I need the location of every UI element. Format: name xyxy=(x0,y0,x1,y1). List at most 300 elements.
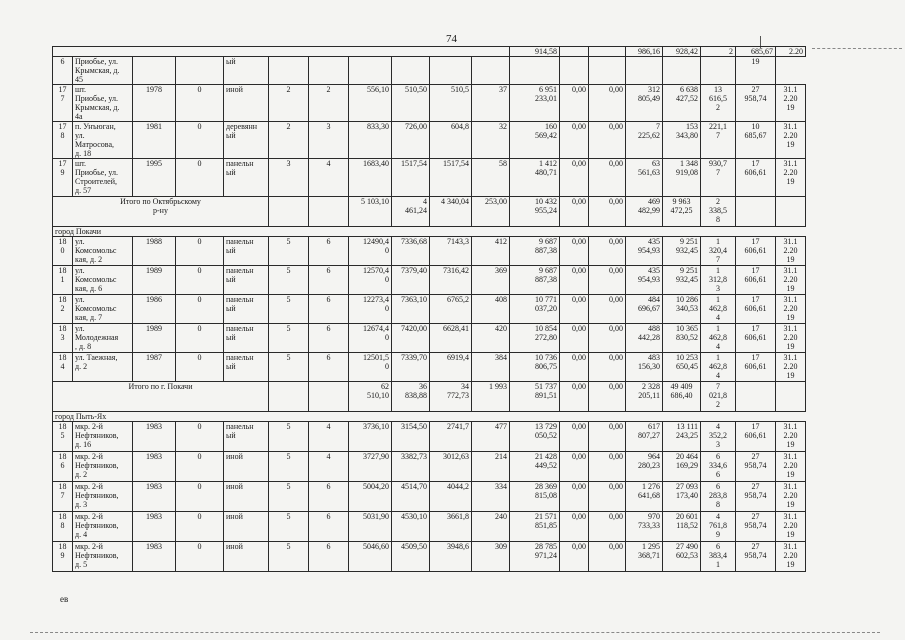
residential-area-cell: 3012,63 xyxy=(430,452,472,482)
address-cell: мкр. 2-й Нефтяников, д. 3 xyxy=(73,482,133,512)
entrances-cell xyxy=(309,57,349,85)
residents-cell: 384 xyxy=(472,353,510,382)
cost-per-sqm-cell xyxy=(701,57,736,85)
cost-total-cell: 28 369 815,08 xyxy=(510,482,560,512)
address-cell: ул. Молодежная , д. 8 xyxy=(73,324,133,353)
address-cell: ул. Комсомольс кая, д. 7 xyxy=(73,295,133,324)
cost-per-sqm-cell: 1 462,8 4 xyxy=(701,295,736,324)
address-cell: мкр. 2-й Нефтяников, д. 4 xyxy=(73,512,133,542)
living-area-cell: 4509,50 xyxy=(392,542,430,572)
cost-owners-cell: 7 225,62 xyxy=(626,122,663,159)
residential-area-cell: 6628,41 xyxy=(430,324,472,353)
year-built-cell: 1981 xyxy=(133,122,176,159)
wall-material-cell: панельн ый xyxy=(224,324,269,353)
cost-total-cell: 160 569,42 xyxy=(510,122,560,159)
entrances-cell: 6 xyxy=(309,512,349,542)
address-cell: шт. Приобье, ул. Строителей, д. 57 xyxy=(73,159,133,197)
cost-per-sqm-cell: 6 283,8 8 xyxy=(701,482,736,512)
cost-owners-cell: 312 805,49 xyxy=(626,85,663,122)
living-area-cell: 726,00 xyxy=(392,122,430,159)
living-area-total: 4 461,24 xyxy=(392,197,430,227)
cost-per-sqm-cell: 4 761,8 9 xyxy=(701,512,736,542)
deadline-cell: 31.1 2.20 19 xyxy=(776,452,806,482)
table-row xyxy=(53,266,806,295)
wall-flag-cell: 0 xyxy=(176,295,224,324)
cost-fund-cell: 0,00 xyxy=(560,159,589,197)
entrances-cell: 4 xyxy=(309,159,349,197)
cost-total-total: 51 737 891,51 xyxy=(510,382,560,412)
max-cost-per-sqm-cell: 10 685,67 xyxy=(736,122,776,159)
floors-cell: 5 xyxy=(269,295,309,324)
entrances-cell: 6 xyxy=(309,324,349,353)
wall-flag-cell: 0 xyxy=(176,324,224,353)
address-cell: ул. Комсомольс кая, д. 2 xyxy=(73,237,133,266)
cost-total-cell: 28 785 971,24 xyxy=(510,542,560,572)
floors-cell: 5 xyxy=(269,422,309,452)
cost-other-cell: 6 638 427,52 xyxy=(663,85,701,122)
entrances-cell: 2 xyxy=(309,85,349,122)
total-area-cell: 833,30 xyxy=(349,122,392,159)
entrances-cell: 6 xyxy=(309,295,349,324)
cost-other-cell: 9 251 932,45 xyxy=(663,266,701,295)
residents-cell xyxy=(472,57,510,85)
wall-material-cell: панельн ый xyxy=(224,159,269,197)
residents-cell: 369 xyxy=(472,266,510,295)
cost-total-cell: 1 412 480,71 xyxy=(510,159,560,197)
year-built-cell: 1983 xyxy=(133,482,176,512)
residential-area-cell: 7316,42 xyxy=(430,266,472,295)
year-built-cell: 1983 xyxy=(133,542,176,572)
cost-budget-total: 0,00 xyxy=(589,197,626,227)
living-area-cell: 7339,70 xyxy=(392,353,430,382)
total-area-cell: 12674,4 0 xyxy=(349,324,392,353)
residential-area-total: 34 772,73 xyxy=(430,382,472,412)
cost-total-cell: 10 736 806,75 xyxy=(510,353,560,382)
cost-other-cell: 928,42 xyxy=(663,47,701,57)
cost-other-cell: 10 253 650,45 xyxy=(663,353,701,382)
cost-budget-cell: 0,00 xyxy=(589,512,626,542)
floors-cell: 5 xyxy=(269,482,309,512)
residential-area-cell: 510,5 xyxy=(430,85,472,122)
group-header-pokachi xyxy=(53,227,806,237)
cost-owners-cell: 1 295 368,71 xyxy=(626,542,663,572)
max-cost-per-sqm-cell: 17 606,61 xyxy=(736,353,776,382)
cost-fund-cell: 0,00 xyxy=(560,122,589,159)
deadline-cell: 31.1 2.20 19 xyxy=(776,122,806,159)
residents-cell: 412 xyxy=(472,237,510,266)
total-area-cell: 12273,4 0 xyxy=(349,295,392,324)
year-built-cell xyxy=(133,57,176,85)
wall-flag-cell: 0 xyxy=(176,452,224,482)
cost-budget-cell: 0,00 xyxy=(589,452,626,482)
total-area-cell: 12490,4 0 xyxy=(349,237,392,266)
wall-material-cell: иной xyxy=(224,85,269,122)
cost-budget-cell: 0,00 xyxy=(589,324,626,353)
row-number-cell: 17 8 xyxy=(53,122,73,159)
address-cell: мкр. 2-й Нефтяников, д. 16 xyxy=(73,422,133,452)
wall-material-cell: панельн ый xyxy=(224,266,269,295)
cost-other-cell: 27 490 602,53 xyxy=(663,542,701,572)
wall-flag-cell: 0 xyxy=(176,237,224,266)
table-row xyxy=(53,237,806,266)
cost-owners-cell: 483 156,30 xyxy=(626,353,663,382)
residential-area-cell xyxy=(430,57,472,85)
cost-total-cell: 9 687 887,38 xyxy=(510,237,560,266)
entrances-cell: 6 xyxy=(309,482,349,512)
cost-budget-cell: 0,00 xyxy=(589,542,626,572)
entrances-cell: 4 xyxy=(309,422,349,452)
wall-flag-cell: 0 xyxy=(176,353,224,382)
entrances-cell: 6 xyxy=(309,353,349,382)
residents-cell: 334 xyxy=(472,482,510,512)
wall-material-cell: ый xyxy=(224,57,269,85)
subtotal-label: Итого по Октябрьскому р-ну xyxy=(53,197,269,227)
total-area-cell: 5031,90 xyxy=(349,512,392,542)
wall-flag-cell: 0 xyxy=(176,159,224,197)
deadline-cell: 31.1 2.20 19 xyxy=(776,422,806,452)
deadline-cell: 31.1 2.20 19 xyxy=(776,324,806,353)
total-area-cell: 12570,4 0 xyxy=(349,266,392,295)
cost-fund-total: 0,00 xyxy=(560,197,589,227)
deadline-cell: 31.1 2.20 19 xyxy=(776,85,806,122)
year-built-cell: 1989 xyxy=(133,266,176,295)
cost-other-cell: 20 601 118,52 xyxy=(663,512,701,542)
address-cell: мкр. 2-й Нефтяников, д. 5 xyxy=(73,542,133,572)
row-number-cell: 18 1 xyxy=(53,266,73,295)
cost-total-cell: 10 854 272,80 xyxy=(510,324,560,353)
floors-cell: 5 xyxy=(269,266,309,295)
residential-area-total: 4 340,04 xyxy=(430,197,472,227)
total-area-cell xyxy=(349,57,392,85)
cost-fund-cell: 0,00 xyxy=(560,266,589,295)
cost-per-sqm-cell: 13 616,5 2 xyxy=(701,85,736,122)
row-number-cell: 18 8 xyxy=(53,512,73,542)
table-row xyxy=(53,295,806,324)
table-row xyxy=(53,452,806,482)
wall-flag-cell: 0 xyxy=(176,512,224,542)
empty-cell xyxy=(776,197,806,227)
cost-budget-cell: 0,00 xyxy=(589,482,626,512)
cost-fund-cell: 0,00 xyxy=(560,482,589,512)
cost-per-sqm-cell: 6 334,6 6 xyxy=(701,452,736,482)
page-number: 74 xyxy=(446,33,457,45)
max-cost-per-sqm-cell: 27 958,74 xyxy=(736,452,776,482)
group-label: город Покачи xyxy=(53,227,224,237)
total-area-cell: 556,10 xyxy=(349,85,392,122)
wall-flag-cell: 0 xyxy=(176,266,224,295)
cost-budget-cell: 0,00 xyxy=(589,122,626,159)
floors-cell: 5 xyxy=(269,452,309,482)
cost-fund-cell: 0,00 xyxy=(560,512,589,542)
living-area-cell xyxy=(392,57,430,85)
residents-cell: 309 xyxy=(472,542,510,572)
cost-owners-cell: 484 696,67 xyxy=(626,295,663,324)
residents-cell: 408 xyxy=(472,295,510,324)
max-cost-per-sqm-cell: 17 606,61 xyxy=(736,422,776,452)
cost-other-cell: 10 365 830,52 xyxy=(663,324,701,353)
residents-total: 253,00 xyxy=(472,197,510,227)
max-cost-per-sqm-cell: 17 606,61 xyxy=(736,266,776,295)
year-built-cell: 1987 xyxy=(133,353,176,382)
floors-cell: 5 xyxy=(269,512,309,542)
cost-total-cell: 21 571 851,85 xyxy=(510,512,560,542)
year-built-cell: 1988 xyxy=(133,237,176,266)
residential-area-cell: 2741,7 xyxy=(430,422,472,452)
max-cost-per-sqm-cell: 19 xyxy=(736,57,776,85)
floors-cell xyxy=(269,57,309,85)
cost-owners-total: 469 482,99 xyxy=(626,197,663,227)
subtotal-oktyabrsky-row xyxy=(53,197,806,227)
entrances-cell: 4 xyxy=(309,452,349,482)
housing-register-table xyxy=(52,46,806,572)
cost-owners-cell: 63 561,63 xyxy=(626,159,663,197)
cost-total-total: 10 432 955,24 xyxy=(510,197,560,227)
row-number-cell: 18 7 xyxy=(53,482,73,512)
cost-other-cell: 9 251 932,45 xyxy=(663,237,701,266)
max-cost-per-sqm-cell: 17 606,61 xyxy=(736,159,776,197)
cost-per-sqm-total: 2 338,5 8 xyxy=(701,197,736,227)
wall-material-cell: панельн ый xyxy=(224,295,269,324)
wall-material-cell: панельн ый xyxy=(224,422,269,452)
residents-cell: 477 xyxy=(472,422,510,452)
residents-total: 1 993 xyxy=(472,382,510,412)
cost-fund-cell: 0,00 xyxy=(560,422,589,452)
cost-other-total: 9 963 472,25 xyxy=(663,197,701,227)
cost-owners-cell: 1 276 641,68 xyxy=(626,482,663,512)
group-filler xyxy=(224,412,806,422)
wall-material-cell: иной xyxy=(224,482,269,512)
cost-budget-cell: 0,00 xyxy=(589,353,626,382)
right-dashed-rule xyxy=(812,48,902,49)
empty-cell xyxy=(269,382,309,412)
address-cell: Приобье, ул. Крымская, д. 45 xyxy=(73,57,133,85)
residential-area-cell: 4044,2 xyxy=(430,482,472,512)
deadline-cell: 31.1 2.20 19 xyxy=(776,482,806,512)
year-built-cell: 1983 xyxy=(133,452,176,482)
year-built-cell: 1986 xyxy=(133,295,176,324)
subtotal-pokachi-row xyxy=(53,382,806,412)
total-area-cell: 12501,5 0 xyxy=(349,353,392,382)
residents-cell: 32 xyxy=(472,122,510,159)
table-row xyxy=(53,159,806,197)
living-area-cell: 7336,68 xyxy=(392,237,430,266)
table-row xyxy=(53,324,806,353)
living-area-cell: 510,50 xyxy=(392,85,430,122)
wall-flag-cell: 0 xyxy=(176,85,224,122)
deadline-cell: 2.20 xyxy=(776,47,806,57)
cost-per-sqm-cell: 6 383,4 1 xyxy=(701,542,736,572)
table-row xyxy=(53,85,806,122)
cost-owners-cell: 986,16 xyxy=(626,47,663,57)
cost-budget-cell: 0,00 xyxy=(589,295,626,324)
cost-fund-cell: 0,00 xyxy=(560,452,589,482)
total-area-cell: 5004,20 xyxy=(349,482,392,512)
floors-cell: 3 xyxy=(269,159,309,197)
cost-fund-cell xyxy=(560,57,589,85)
max-cost-per-sqm-cell: 27 958,74 xyxy=(736,85,776,122)
cost-budget-cell xyxy=(589,57,626,85)
deadline-cell: 31.1 2.20 19 xyxy=(776,353,806,382)
cost-other-cell xyxy=(663,57,701,85)
cost-other-cell: 153 343,80 xyxy=(663,122,701,159)
year-built-cell: 1978 xyxy=(133,85,176,122)
cost-owners-cell: 970 733,33 xyxy=(626,512,663,542)
cost-owners-cell: 964 280,23 xyxy=(626,452,663,482)
cost-total-cell: 13 729 050,52 xyxy=(510,422,560,452)
cost-owners-cell: 488 442,28 xyxy=(626,324,663,353)
table-row xyxy=(53,57,806,85)
year-built-cell: 1983 xyxy=(133,512,176,542)
wall-material-cell: панельн ый xyxy=(224,353,269,382)
row-number-cell: 18 0 xyxy=(53,237,73,266)
table-row xyxy=(53,512,806,542)
cost-owners-cell: 435 954,93 xyxy=(626,266,663,295)
wall-material-cell: иной xyxy=(224,512,269,542)
living-area-cell: 3382,73 xyxy=(392,452,430,482)
empty-cell xyxy=(269,197,309,227)
cost-fund-total: 0,00 xyxy=(560,382,589,412)
living-area-cell: 1517,54 xyxy=(392,159,430,197)
cost-budget-cell: 0,00 xyxy=(589,159,626,197)
cost-fund-cell: 0,00 xyxy=(560,542,589,572)
wall-material-cell: панельн ый xyxy=(224,237,269,266)
empty-cell xyxy=(776,382,806,412)
cost-owners-cell: 435 954,93 xyxy=(626,237,663,266)
address-cell: ул. Комсомольс кая, д. 6 xyxy=(73,266,133,295)
residents-cell: 37 xyxy=(472,85,510,122)
table-row xyxy=(53,542,806,572)
deadline-cell: 31.1 2.20 19 xyxy=(776,159,806,197)
cost-per-sqm-cell: 1 320,4 7 xyxy=(701,237,736,266)
year-built-cell: 1995 xyxy=(133,159,176,197)
cost-budget-cell: 0,00 xyxy=(589,85,626,122)
living-area-cell: 7363,10 xyxy=(392,295,430,324)
cost-per-sqm-cell: 2 xyxy=(701,47,736,57)
deadline-cell: 31.1 2.20 19 xyxy=(776,266,806,295)
cost-fund-cell: 0,00 xyxy=(560,237,589,266)
floors-cell: 5 xyxy=(269,353,309,382)
cost-fund-cell: 0,00 xyxy=(560,324,589,353)
group-header-pytyakh xyxy=(53,412,806,422)
cost-owners-cell: 617 807,27 xyxy=(626,422,663,452)
living-area-cell: 7379,40 xyxy=(392,266,430,295)
floors-cell: 2 xyxy=(269,122,309,159)
cost-budget-cell: 0,00 xyxy=(589,266,626,295)
cost-total-cell: 10 771 037,20 xyxy=(510,295,560,324)
cost-budget-cell xyxy=(589,47,626,57)
subtotal-label: Итого по г. Покачи xyxy=(53,382,269,412)
empty-cell xyxy=(309,382,349,412)
cost-other-cell: 10 286 340,53 xyxy=(663,295,701,324)
row-number-cell: 18 3 xyxy=(53,324,73,353)
deadline-cell: 31.1 2.20 19 xyxy=(776,512,806,542)
row-number-cell: 6 xyxy=(53,57,73,85)
wall-flag-cell: 0 xyxy=(176,122,224,159)
max-cost-per-sqm-cell: 17 606,61 xyxy=(736,237,776,266)
cost-fund-cell: 0,00 xyxy=(560,85,589,122)
max-cost-per-sqm-cell: 27 958,74 xyxy=(736,512,776,542)
total-area-total: 5 103,10 xyxy=(349,197,392,227)
year-built-cell: 1989 xyxy=(133,324,176,353)
cost-fund-cell: 0,00 xyxy=(560,353,589,382)
max-cost-per-sqm-cell: 17 606,61 xyxy=(736,324,776,353)
address-cell: п. Унъюган, ул. Матросова, д. 18 xyxy=(73,122,133,159)
wall-flag-cell: 0 xyxy=(176,422,224,452)
residents-cell: 240 xyxy=(472,512,510,542)
wall-flag-cell: 0 xyxy=(176,482,224,512)
residents-cell: 214 xyxy=(472,452,510,482)
wall-material-cell: иной xyxy=(224,542,269,572)
bottom-dashed-rule xyxy=(30,632,880,633)
living-area-total: 36 838,88 xyxy=(392,382,430,412)
cost-total-cell: 914,58 xyxy=(510,47,560,57)
cost-owners-cell xyxy=(626,57,663,85)
row-number-cell: 17 7 xyxy=(53,85,73,122)
empty-cell xyxy=(736,197,776,227)
wall-flag-cell xyxy=(176,57,224,85)
cost-total-cell xyxy=(510,57,560,85)
cost-budget-cell: 0,00 xyxy=(589,422,626,452)
row-number-cell: 18 4 xyxy=(53,353,73,382)
cost-per-sqm-cell: 1 462,8 4 xyxy=(701,353,736,382)
empty-cell xyxy=(309,197,349,227)
max-cost-per-sqm-cell: 685,67 xyxy=(736,47,776,57)
cost-other-cell: 1 348 919,08 xyxy=(663,159,701,197)
cost-fund-cell xyxy=(560,47,589,57)
wall-material-cell: деревянн ый xyxy=(224,122,269,159)
total-area-total: 62 510,10 xyxy=(349,382,392,412)
group-filler xyxy=(224,227,806,237)
living-area-cell: 7420,00 xyxy=(392,324,430,353)
cost-total-cell: 6 951 233,01 xyxy=(510,85,560,122)
wall-material-cell: иной xyxy=(224,452,269,482)
floors-cell: 2 xyxy=(269,85,309,122)
cost-owners-total: 2 328 205,11 xyxy=(626,382,663,412)
cost-budget-total: 0,00 xyxy=(589,382,626,412)
residential-area-cell: 3661,8 xyxy=(430,512,472,542)
table-row xyxy=(53,353,806,382)
floors-cell: 5 xyxy=(269,324,309,353)
cost-total-cell: 21 428 449,52 xyxy=(510,452,560,482)
row-number-cell: 18 5 xyxy=(53,422,73,452)
entrances-cell: 6 xyxy=(309,237,349,266)
max-cost-per-sqm-cell: 17 606,61 xyxy=(736,295,776,324)
cost-other-cell: 20 464 169,29 xyxy=(663,452,701,482)
residential-area-cell: 6919,4 xyxy=(430,353,472,382)
total-area-cell: 1683,40 xyxy=(349,159,392,197)
year-built-cell: 1983 xyxy=(133,422,176,452)
living-area-cell: 4530,10 xyxy=(392,512,430,542)
deadline-cell: 31.1 2.20 19 xyxy=(776,237,806,266)
empty-cell xyxy=(53,47,510,57)
cost-fund-cell: 0,00 xyxy=(560,295,589,324)
entrances-cell: 3 xyxy=(309,122,349,159)
cost-other-cell: 27 093 173,40 xyxy=(663,482,701,512)
floors-cell: 5 xyxy=(269,542,309,572)
row-number-cell: 17 9 xyxy=(53,159,73,197)
table-row xyxy=(53,422,806,452)
entrances-cell: 6 xyxy=(309,266,349,295)
living-area-cell: 3154,50 xyxy=(392,422,430,452)
cost-per-sqm-cell: 4 352,2 3 xyxy=(701,422,736,452)
residential-area-cell: 7143,3 xyxy=(430,237,472,266)
table-row xyxy=(53,122,806,159)
residential-area-cell: 3948,6 xyxy=(430,542,472,572)
max-cost-per-sqm-cell: 27 958,74 xyxy=(736,482,776,512)
table-row xyxy=(53,482,806,512)
max-cost-per-sqm-cell: 27 958,74 xyxy=(736,542,776,572)
total-area-cell: 5046,60 xyxy=(349,542,392,572)
